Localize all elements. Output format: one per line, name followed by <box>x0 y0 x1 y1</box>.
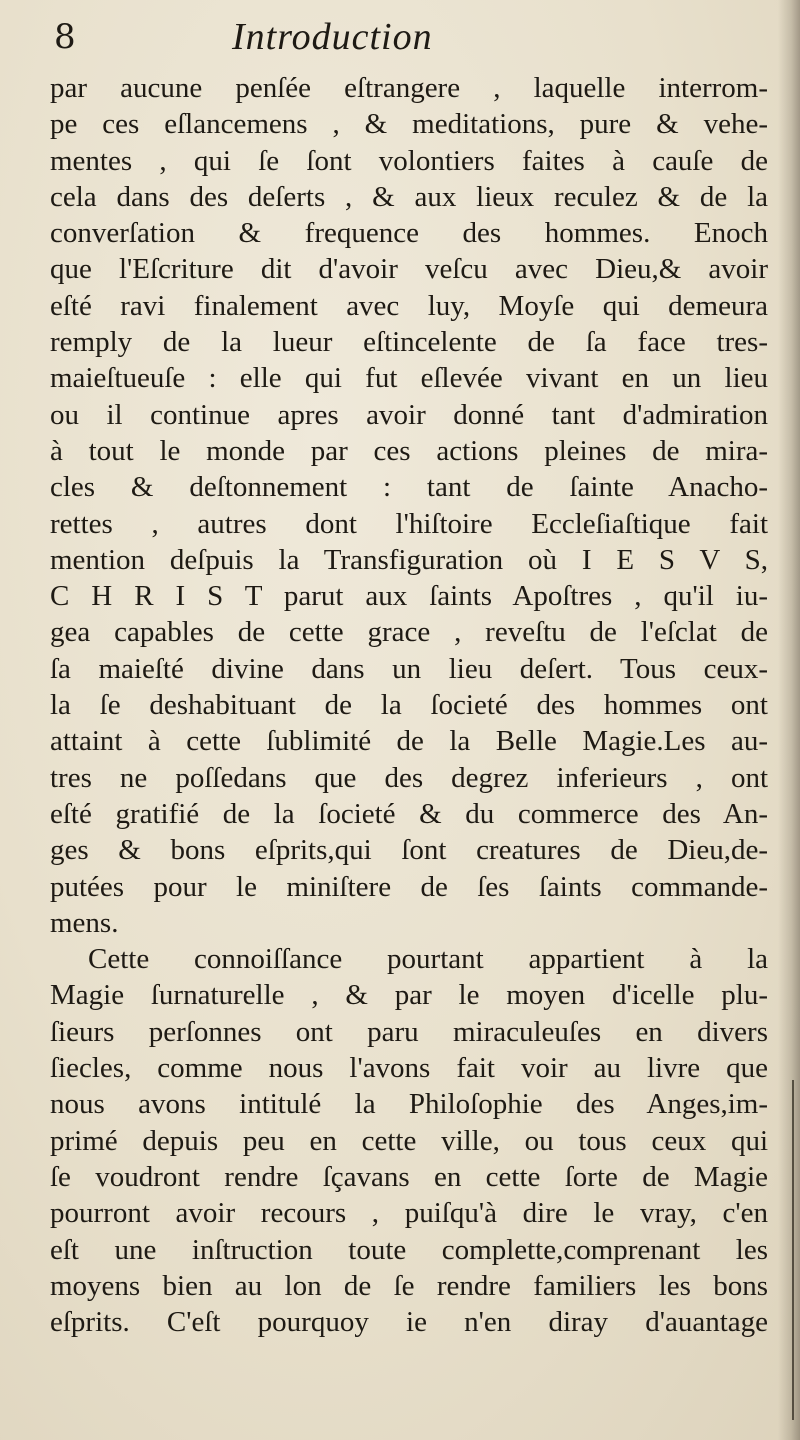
text-line: Magie ſurnaturelle , & par le moyen d'icelle plu- <box>50 979 768 1012</box>
page-header <box>54 14 740 60</box>
text-line: eſt une inſtruction toute complette,comprenant les <box>50 1233 768 1266</box>
page-number: 8 <box>54 17 76 57</box>
text-line: ſe voudront rendre ſçavans en cette ſorte de Magie <box>50 1160 768 1193</box>
text-line: la ſe deshabituant de la ſocieté des hommes ont <box>50 689 768 722</box>
text-line: eſté ravi finalement avec luy, Moyſe qui demeura <box>50 289 768 322</box>
text-line: pourront avoir recours , puiſqu'à dire le vray, c'en <box>50 1197 768 1230</box>
text-line: C H R I S T parut aux ſaints Apoſtres , qu'il iu- <box>50 580 768 613</box>
text-line: mentes , qui ſe ſont volontiers faites à cauſe de <box>50 144 768 177</box>
text-line: putées pour le miniſtere de ſes ſaints commande- <box>50 870 768 903</box>
text-line: converſation & frequence des hommes. Enoch <box>50 217 768 250</box>
text-line: pe ces eſlancemens , & meditations, pure & vehe- <box>50 108 768 141</box>
paragraph-start-line: Cette connoiſſance pourtant appartient à la <box>88 943 768 976</box>
text-line: par aucune penſée eſtrangere , laquelle interrom- <box>50 72 768 104</box>
text-line: eſté gratifié de la ſocieté & du commerce des An- <box>50 797 768 830</box>
text-line: ou il continue apres avoir donné tant d'admiration <box>50 398 768 431</box>
text-line: que l'Eſcriture dit d'avoir veſcu avec Dieu,& avoir <box>50 253 768 286</box>
text-line: moyens bien au lon de ſe rendre familiers les bons <box>50 1269 768 1302</box>
text-line: ſiecles, comme nous l'avons fait voir au livre que <box>50 1052 768 1085</box>
text-line: gea capables de cette grace , reveſtu de l'eſclat de <box>50 616 768 649</box>
text-line: ſieurs perſonnes ont paru miraculeuſes en divers <box>50 1015 768 1048</box>
text-line: cela dans des deſerts , & aux lieux reculez & de la <box>50 180 768 213</box>
text-line: à tout le monde par ces actions pleines de mira- <box>50 434 768 467</box>
page-edge-line <box>792 1080 794 1420</box>
text-line: rettes , autres dont l'hiſtoire Eccleſiaſtique fait <box>50 507 768 540</box>
text-line: nous avons intitulé la Philoſophie des Anges,im- <box>50 1088 768 1121</box>
text-line: ſa maieſté divine dans un lieu deſert. Tous ceux- <box>50 652 768 685</box>
text-line: tres ne poſſedans que des degrez inferieurs , ont <box>50 761 768 794</box>
page-gutter-shadow <box>778 0 800 1440</box>
body-text <box>50 70 768 1340</box>
text-line: mens. <box>50 906 119 939</box>
text-line: mention deſpuis la Transfiguration où I E S V S, <box>50 543 768 576</box>
text-line: ges & bons eſprits,qui ſont creatures de Dieu,de- <box>50 834 768 867</box>
text-line: eſprits. C'eſt pourquoy ie n'en diray d'auantage <box>50 1306 768 1339</box>
text-line: cles & deſtonnement : tant de ſainte Anacho- <box>50 471 768 504</box>
text-line: maieſtueuſe : elle qui fut eſlevée vivant en un lieu <box>50 362 768 395</box>
running-head: Introduction <box>232 16 433 58</box>
text-line: remply de la lueur eſtincelente de ſa face tres- <box>50 326 768 359</box>
text-line: attaint à cette ſublimité de la Belle Magie.Les au- <box>50 725 768 758</box>
text-line: primé depuis peu en cette ville, ou tous ceux qui <box>50 1124 768 1157</box>
